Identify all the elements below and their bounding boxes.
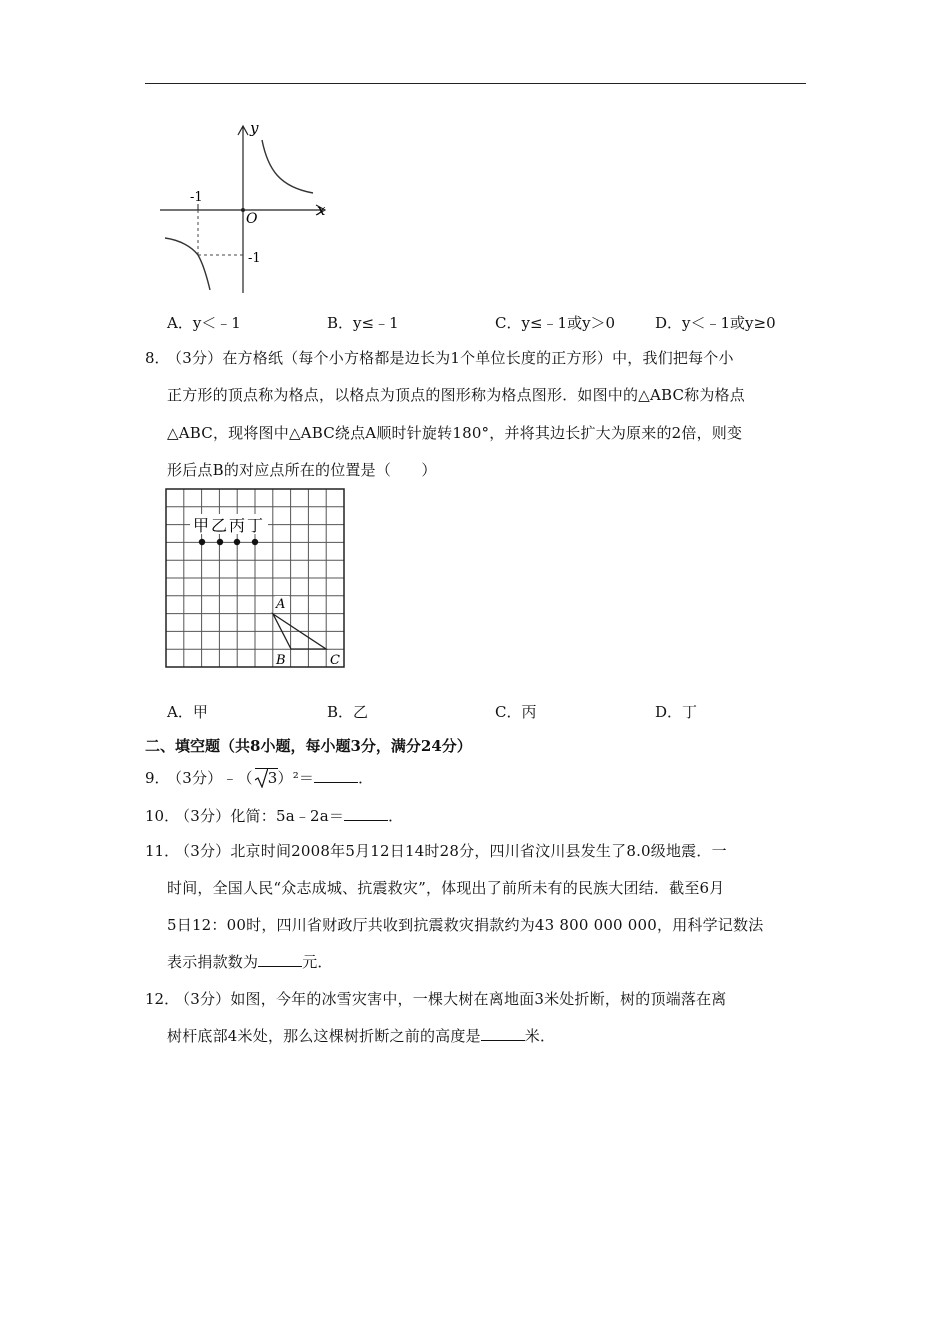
q11-line4-end: 元． xyxy=(302,953,333,971)
q9-answer-blank[interactable] xyxy=(314,770,358,783)
q10-number: 10． xyxy=(145,807,180,825)
origin-dot xyxy=(241,208,245,212)
q10-body: （3分）化简：5a﹣2a＝ xyxy=(175,807,345,825)
origin-label: O xyxy=(246,211,258,227)
q11-text-line-4 xyxy=(167,951,333,972)
q10-answer-blank[interactable] xyxy=(344,808,388,821)
label-point-c: C xyxy=(330,653,340,668)
q8-text-line-3: △ABC，现将图中△ABC绕点A顺时针旋转180°，并将其边长扩大为原来的2倍，则变 xyxy=(167,424,743,442)
q8-text-line-4: 形后点B的对应点所在的位置是（ ） xyxy=(167,461,437,479)
label-yi: 乙 xyxy=(211,516,228,535)
x-axis-label: x xyxy=(317,201,326,219)
label-point-a: A xyxy=(276,597,286,612)
q12-text-line-1: （3分）如图，今年的冰雪灾害中，一棵大树在离地面3米处折断，树的顶端落在离 xyxy=(175,990,727,1008)
q11-line4-prefix: 表示捐款数为 xyxy=(167,953,259,971)
q12-line2-prefix: 树杆底部4米处，那么这棵树折断之前的高度是 xyxy=(167,1027,481,1045)
q8-number: 8． xyxy=(145,349,170,367)
curve-branch-first-quadrant xyxy=(262,140,313,193)
point-ding xyxy=(252,539,258,545)
q11-text-line-3: 5日12：00时，四川省财政厅共收到抗震救灾捐款约为43 800 000 000，用科学记数法 xyxy=(167,916,764,934)
q12-line2-end: 米． xyxy=(524,1027,556,1045)
q11-answer-blank[interactable] xyxy=(258,954,302,967)
q11-text-line-2: 时间，全国人民“众志成城、抗震救灾”，体现出了前所未有的民族大团结．截至6月 xyxy=(167,879,725,897)
q8-option-b[interactable]: B．乙 xyxy=(327,703,369,721)
point-jia xyxy=(199,539,205,545)
q9-number: 9． xyxy=(145,769,170,787)
y-axis-label: y xyxy=(250,119,259,137)
q8-option-d[interactable]: D．丁 xyxy=(655,703,698,721)
sqrt-sign-icon xyxy=(255,768,278,787)
label-ding: 丁 xyxy=(247,516,264,535)
q9-prefix: （3分）﹣（ xyxy=(167,769,253,787)
q12-number: 12． xyxy=(145,990,180,1008)
q11-text-line-1: （3分）北京时间2008年5月12日14时28分，四川省汶川县发生了8.0级地震．一 xyxy=(175,842,727,860)
section-fill-in-blank-title: 二、填空题（共8小题，每小题3分，满分24分） xyxy=(145,737,472,755)
q9-text xyxy=(167,767,373,788)
q8-text-line-2: 正方形的顶点称为格点，以格点为顶点的图形称为格点图形．如图中的△ABC称为格点 xyxy=(167,386,745,404)
inverse-function-graph xyxy=(160,115,340,300)
point-bing xyxy=(234,539,240,545)
q9-suffix: ）²＝ xyxy=(277,769,315,787)
q7-option-c[interactable]: C．y≤﹣1或y＞0 xyxy=(495,314,616,332)
label-point-b: B xyxy=(276,653,286,668)
q10-text xyxy=(175,805,403,826)
header-rule xyxy=(145,83,806,84)
lattice-grid-figure xyxy=(165,488,346,669)
q7-option-a[interactable]: A．y＜﹣1 xyxy=(167,314,241,332)
q9-radicand: 3 xyxy=(267,769,278,787)
q8-option-a[interactable]: A．甲 xyxy=(167,703,208,721)
q10-end: ． xyxy=(388,807,404,825)
label-jia: 甲 xyxy=(193,516,210,535)
q11-number: 11． xyxy=(145,842,180,860)
tick-label-x: -1 xyxy=(190,190,203,205)
q8-option-c[interactable]: C．丙 xyxy=(495,703,537,721)
curve-branch-third-quadrant xyxy=(165,238,210,290)
tick-label-y: -1 xyxy=(248,251,261,266)
q7-option-b[interactable]: B．y≤﹣1 xyxy=(327,314,399,332)
label-bing: 丙 xyxy=(229,516,246,535)
q12-text-line-2 xyxy=(167,1025,555,1046)
q8-text-line-1: （3分）在方格纸（每个小方格都是边长为1个单位长度的正方形）中，我们把每个小 xyxy=(167,349,734,367)
q12-answer-blank[interactable] xyxy=(481,1028,525,1041)
q9-end: ． xyxy=(358,769,374,787)
point-yi xyxy=(217,539,223,545)
q7-option-d[interactable]: D．y＜﹣1或y≥0 xyxy=(655,314,776,332)
